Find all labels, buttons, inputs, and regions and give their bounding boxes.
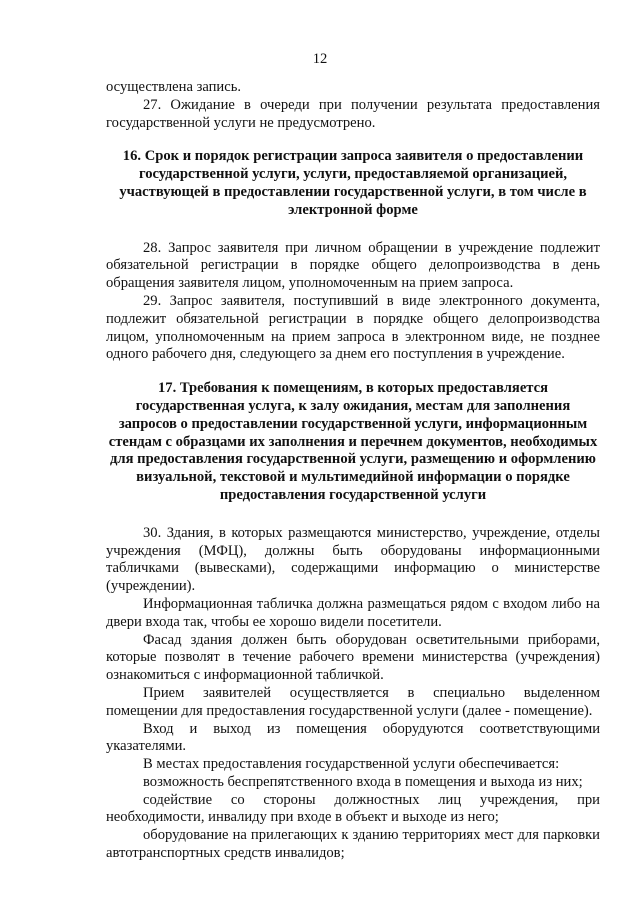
paragraph-30: 30. Здания, в которых размещаются министерство, учреждение, отделы учреждения (МФЦ), должны быть оборудованы информационными табличками (вывесками), содержащими информацию о министерстве (учреждении). [106,524,600,595]
section-heading-16: 16. Срок и порядок регистрации запроса заявителя о предоставлении государственной услуги, услуги, предоставляемой организацией, участвующей в предоставлении государственной услуги, в том числе в электронной форме [119,148,587,218]
list-item-staff-assistance: содействие со стороны должностных лиц учреждения, при необходимости, инвалиду при входе в объект и выходе из него; [106,791,600,826]
paragraph-29: 29. Запрос заявителя, поступивший в виде электронного документа, подлежит обязательной регистрации в порядке общего делопроизводства лицом, уполномоченным на прием запроса в электронном виде, не позднее одного рабочего дня, следующего за днем его поступления в учреждение. [106,292,600,363]
paragraph-reception-room: Прием заявителей осуществляется в специально выделенном помещении для предоставления государственной услуги (далее - помещение). [106,684,600,719]
paragraph-27: 27. Ожидание в очереди при получении результата предоставления государственной услуги не предусмотрено. [106,96,600,131]
list-item-parking: оборудование на прилегающих к зданию территориях мест для парковки автотранспортных средств инвалидов; [106,827,600,862]
paragraph-sign-placement: Информационная табличка должна размещаться рядом с входом либо на двери входа так, чтобы ее хорошо видели посетители. [106,595,600,630]
section-heading-17: 17. Требования к помещениям, в которых предоставляется государственная услуга, к залу ожидания, местам для заполнения запросов о предоставлении государственной услуги, информационным стендам с образцами их заполнения и перечнем документов, необходимых для предоставления государственной услуги, размещению и оформлению визуальной, текстовой и мультимедийной информации о порядке предоставления государственной услуги [108,380,598,503]
paragraph-provisions-intro: В местах предоставления государственной услуги обеспечивается: [143,756,560,773]
paragraph-entrance-exit-signs: Вход и выход из помещения оборудуются соответствующими указателями. [106,720,600,755]
paragraph-continuation: осуществлена запись. [106,79,242,95]
page-number: 12 [312,51,328,67]
paragraph-facade-lighting: Фасад здания должен быть оборудован осветительными приборами, которые позволят в течение рабочего времени министерства (учреждения) ознакомиться с информационной табличкой. [106,631,600,684]
page-body [106,79,600,863]
paragraph-28: 28. Запрос заявителя при личном обращении в учреждение подлежит обязательной регистрации в порядке общего делопроизводства в день обращения заявителя лицом, уполномоченным на прием запроса. [106,239,600,292]
list-item-free-access: возможность беспрепятственного входа в помещения и выхода из них; [143,773,583,790]
